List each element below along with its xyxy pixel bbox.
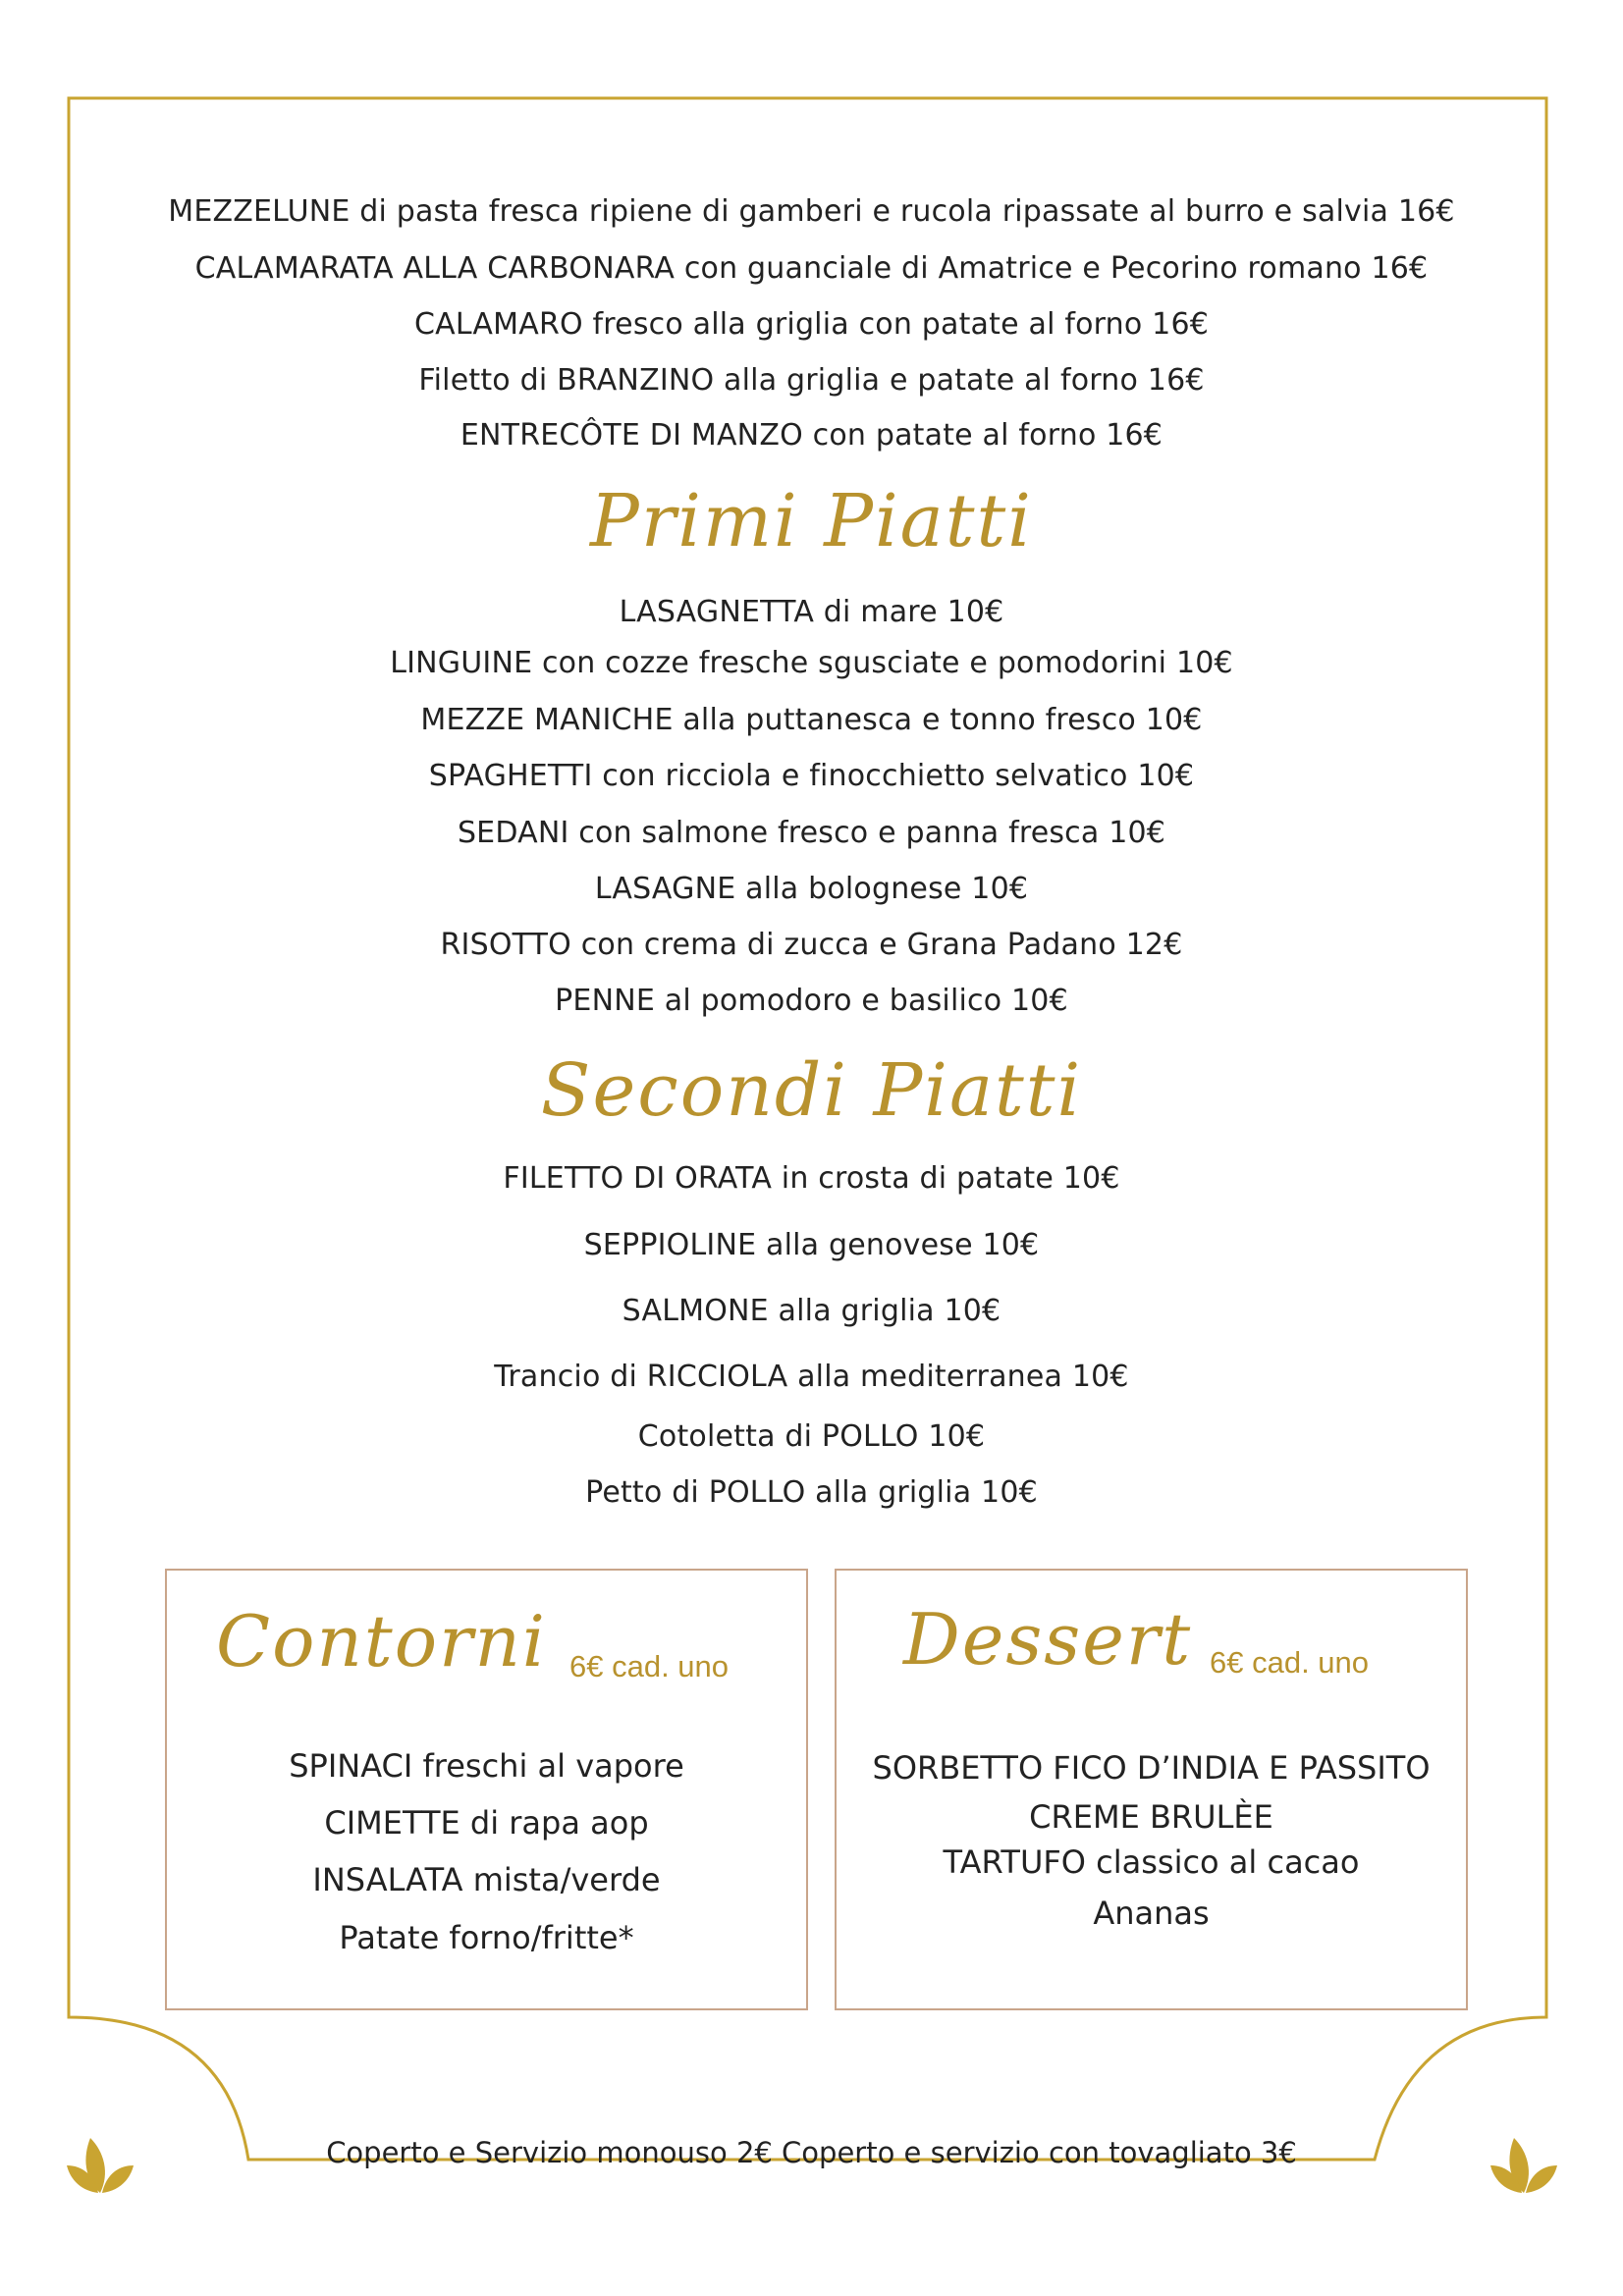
specials-item: ENTRECÔTE DI MANZO con patate al forno 16€ xyxy=(460,418,1163,453)
contorni-item: CIMETTE di rapa aop xyxy=(324,1804,649,1842)
secondi-item: SALMONE alla griglia 10€ xyxy=(622,1294,1001,1328)
specials-item: MEZZELUNE di pasta fresca ripiene di gamberi e rucola ripassate al burro e salvia 16€ xyxy=(168,194,1455,229)
dessert-item: TARTUFO classico al cacao xyxy=(943,1843,1360,1881)
primi-item: PENNE al pomodoro e basilico 10€ xyxy=(555,984,1068,1018)
dessert-item: CREME BRULÈE xyxy=(1029,1798,1273,1836)
contorni-item: Patate forno/fritte* xyxy=(339,1919,634,1956)
dessert-heading: Dessert xyxy=(903,1598,1193,1681)
specials-item: CALAMARATA ALLA CARBONARA con guanciale di Amatrice e Pecorino romano 16€ xyxy=(194,251,1429,286)
dessert-item: Ananas xyxy=(1093,1895,1210,1932)
primi-item: LINGUINE con cozze fresche sgusciate e pomodorini 10€ xyxy=(390,646,1233,680)
contorni-item: SPINACI freschi al vapore xyxy=(289,1747,684,1785)
primi-item: SPAGHETTI con ricciola e finocchietto selvatico 10€ xyxy=(428,759,1195,793)
primi-heading: Primi Piatti xyxy=(590,479,1033,563)
primi-item: MEZZE MANICHE alla puttanesca e tonno fresco 10€ xyxy=(420,703,1203,737)
dessert-box xyxy=(835,1569,1468,2010)
primi-item: LASAGNETTA di mare 10€ xyxy=(619,595,1004,629)
contorni-item: INSALATA mista/verde xyxy=(312,1861,661,1898)
contorni-price: 6€ cad. uno xyxy=(569,1649,730,1683)
secondi-item: Cotoletta di POLLO 10€ xyxy=(637,1419,986,1454)
dessert-item: SORBETTO FICO D’INDIA E PASSITO xyxy=(872,1749,1431,1787)
primi-item: SEDANI con salmone fresco e panna fresca 10€ xyxy=(457,816,1166,850)
secondi-item: Petto di POLLO alla griglia 10€ xyxy=(585,1475,1038,1510)
leaf-icon xyxy=(1488,2128,1559,2199)
leaf-icon xyxy=(65,2128,135,2199)
contorni-heading: Contorni xyxy=(216,1600,547,1682)
secondi-heading: Secondi Piatti xyxy=(540,1048,1083,1133)
primi-item: RISOTTO con crema di zucca e Grana Padano 12€ xyxy=(440,928,1183,962)
contorni-box xyxy=(165,1569,808,2010)
cover-charge-note: Coperto e Servizio monouso 2€ Coperto e servizio con tovagliato 3€ xyxy=(326,2136,1297,2169)
secondi-item: FILETTO DI ORATA in crosta di patate 10€ xyxy=(503,1161,1120,1196)
dessert-price: 6€ cad. uno xyxy=(1210,1645,1370,1680)
specials-item: CALAMARO fresco alla griglia con patate al forno 16€ xyxy=(413,307,1210,342)
primi-item: LASAGNE alla bolognese 10€ xyxy=(594,872,1029,906)
secondi-item: Trancio di RICCIOLA alla mediterranea 10€ xyxy=(494,1360,1129,1394)
specials-item: Filetto di BRANZINO alla griglia e patate al forno 16€ xyxy=(418,363,1205,398)
secondi-item: SEPPIOLINE alla genovese 10€ xyxy=(583,1228,1040,1262)
